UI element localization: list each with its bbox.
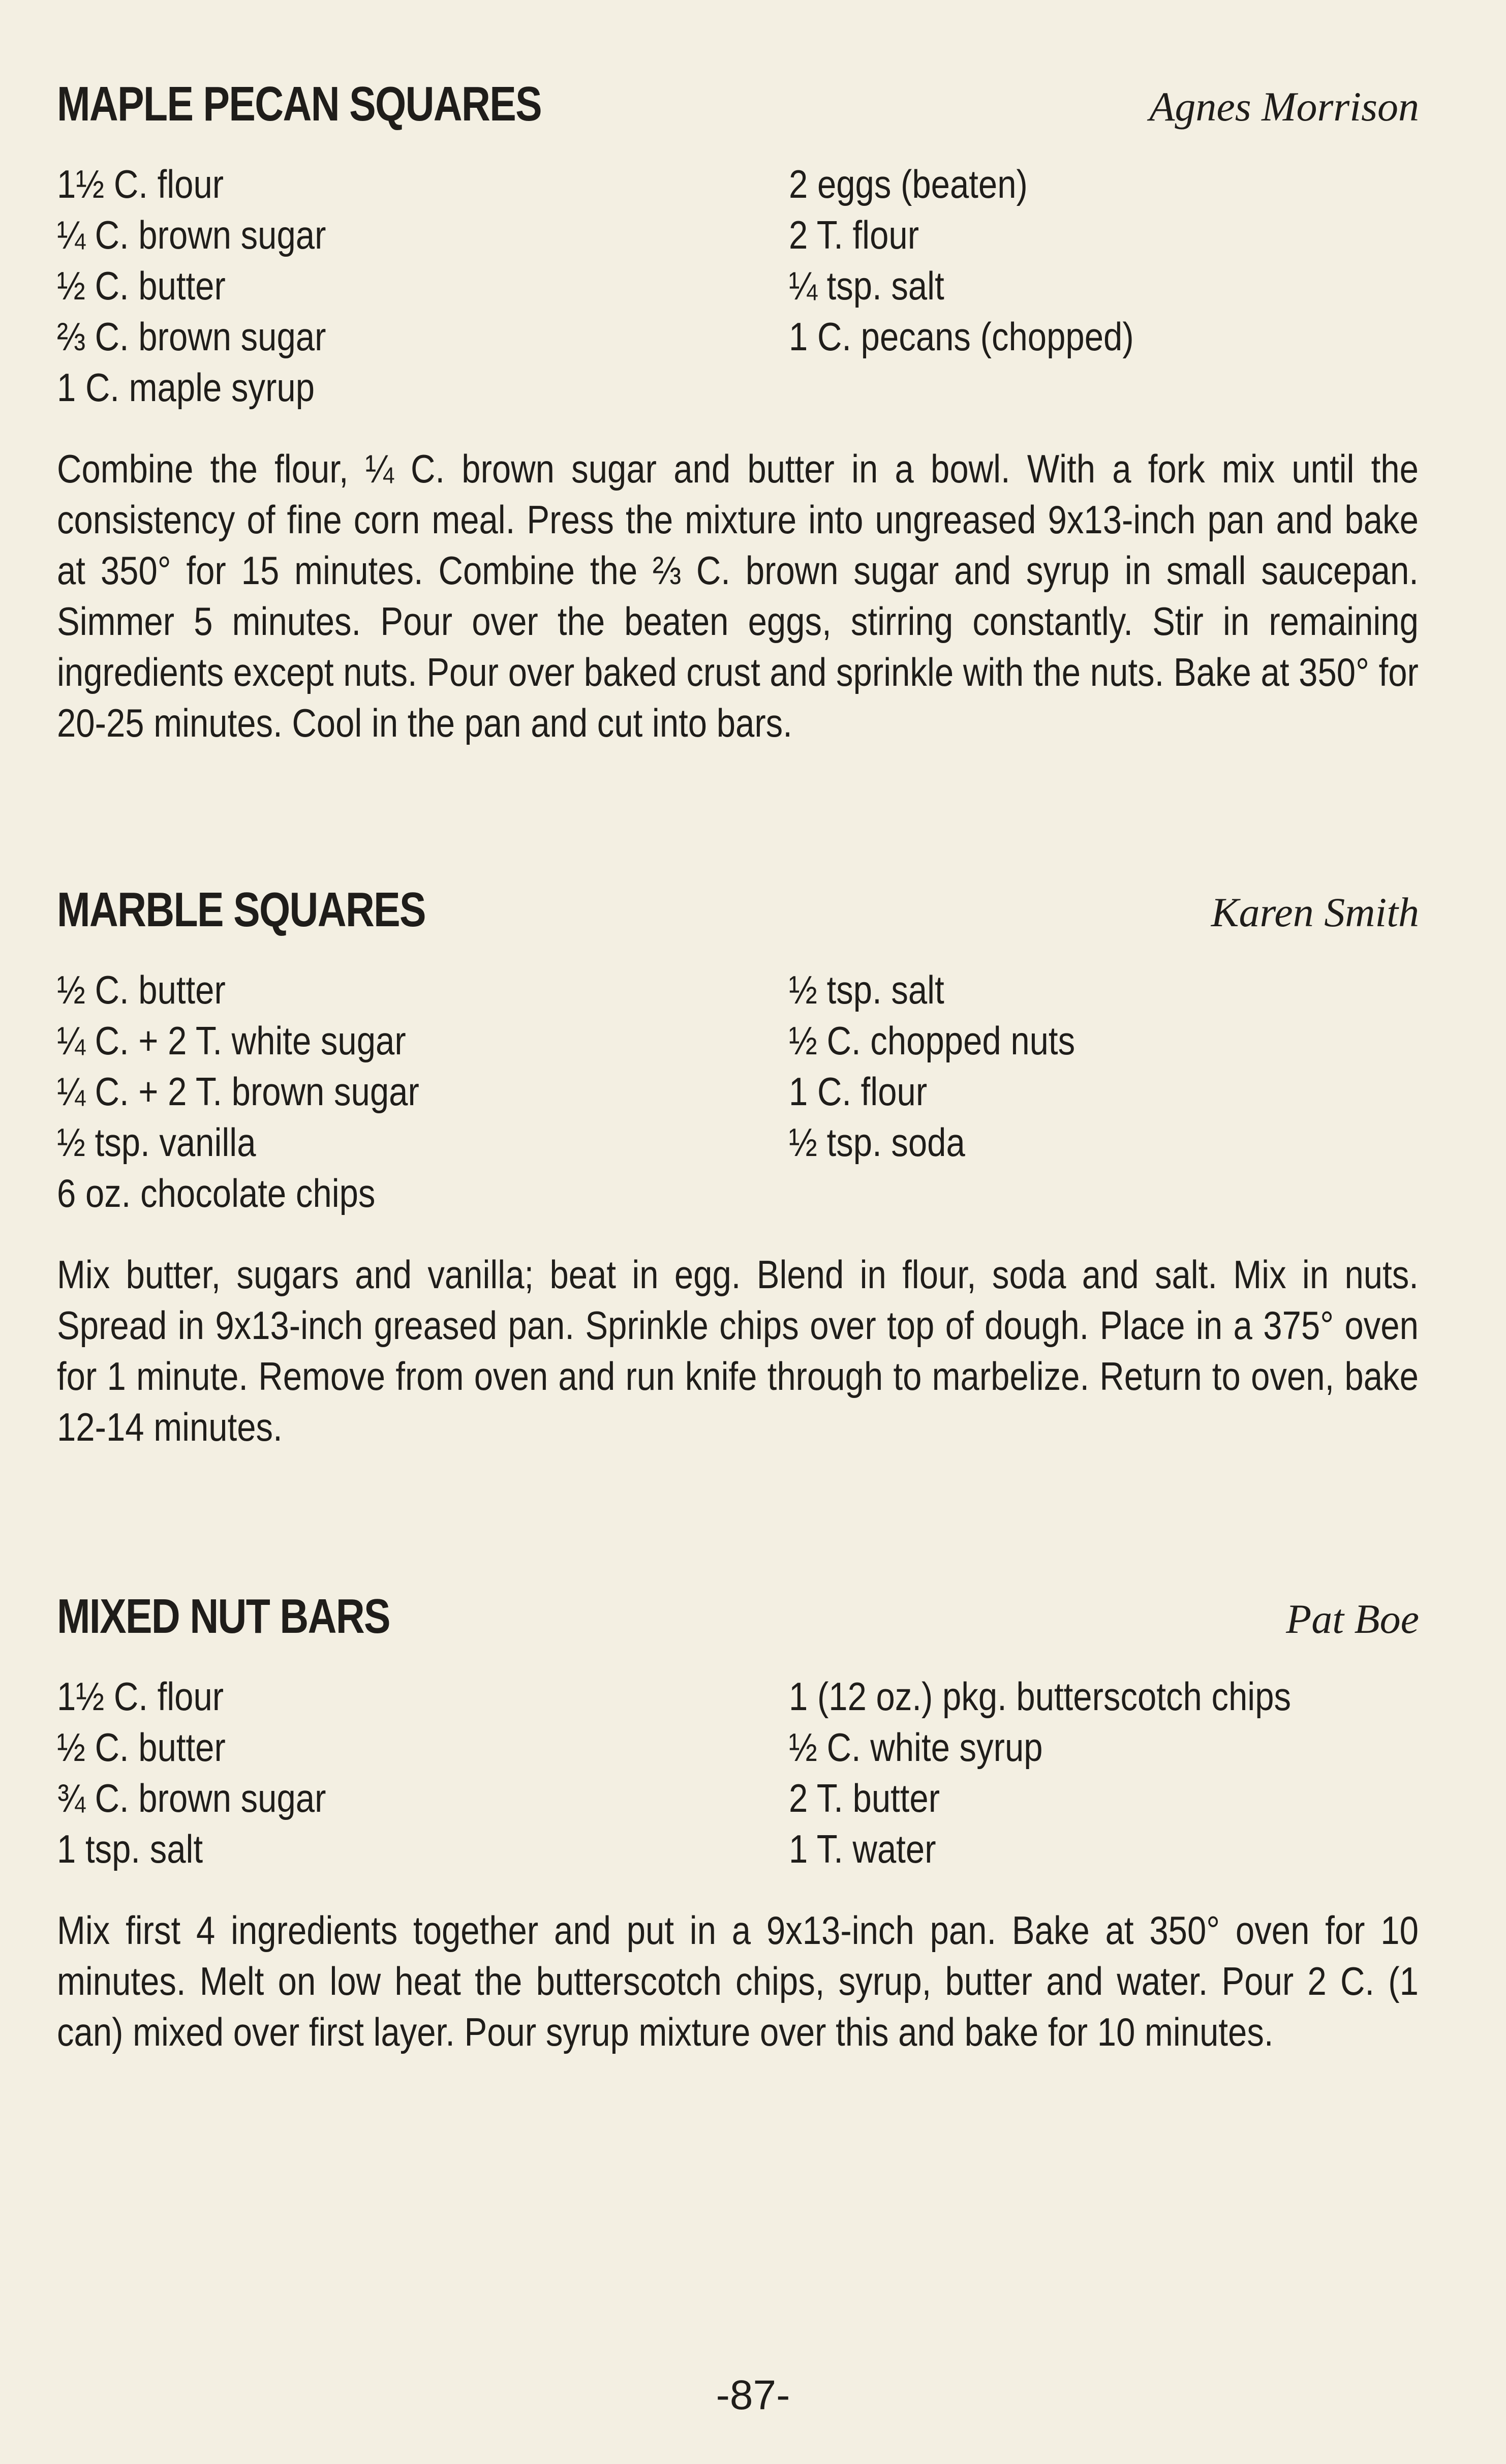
ingredient-item: ½ tsp. vanilla [57, 1120, 256, 1165]
ingredient-item: 1 T. water [789, 1827, 936, 1871]
recipe-header [57, 1589, 1419, 1645]
recipe-author: Pat Boe [1286, 1596, 1419, 1642]
ingredient-item: ½ C. white syrup [789, 1725, 1043, 1770]
ingredient-column-left [57, 964, 789, 1219]
ingredient-item: ½ C. butter [57, 967, 226, 1012]
ingredient-list [57, 159, 1419, 413]
ingredient-item: 2 eggs (beaten) [789, 162, 1028, 206]
ingredient-item: ⅔ C. brown sugar [57, 314, 326, 359]
ingredient-item: 1 C. flour [789, 1069, 928, 1114]
ingredient-item: ½ tsp. soda [789, 1120, 965, 1165]
ingredient-item: 1½ C. flour [57, 162, 224, 206]
ingredient-item: ¼ tsp. salt [789, 263, 944, 308]
ingredient-item: 2 T. butter [789, 1776, 940, 1820]
ingredient-item: ½ C. chopped nuts [789, 1018, 1075, 1063]
recipe-mixed-nut-bars [57, 1589, 1419, 2057]
ingredient-column-right [789, 964, 1419, 1219]
ingredient-column-right [789, 1671, 1419, 1874]
ingredient-list [57, 1671, 1419, 1874]
recipe-marble-squares [57, 882, 1419, 1452]
ingredient-item: 2 T. flour [789, 212, 919, 257]
recipe-directions: Mix first 4 ingredients together and put in a 9x13-inch pan. Bake at 350° oven for 10 minutes. Melt on low heat the butterscotch chips, syrup, butter and water. Pour 2 C. (1 can) mixed over first layer. Pour syrup mixture over this and bake for 10 minutes. [57, 1908, 1419, 2054]
recipe-author: Agnes Morrison [1149, 83, 1419, 130]
ingredient-item: ½ C. butter [57, 1725, 226, 1770]
recipe-directions: Mix butter, sugars and vanilla; beat in egg. Blend in flour, soda and salt. Mix in nuts. Spread in 9x13-inch greased pan. Sprinkle chips over top of dough. Place in a 375° oven for 1 minute. Remove from oven and run knife through to marbelize. Return to oven, bake 12-14 minutes. [57, 1252, 1419, 1449]
recipe-title: MARBLE SQUARES [57, 883, 425, 937]
recipe-title: MAPLE PECAN SQUARES [57, 77, 541, 131]
ingredient-item: 1 C. maple syrup [57, 365, 315, 410]
ingredient-item: ¼ C. + 2 T. white sugar [57, 1018, 406, 1063]
ingredient-item: ¾ C. brown sugar [57, 1776, 326, 1820]
recipe-title: MIXED NUT BARS [57, 1589, 390, 1644]
ingredient-column-left [57, 159, 789, 413]
recipe-header [57, 882, 1419, 938]
recipe-header [57, 76, 1419, 132]
ingredient-item: ¼ C. + 2 T. brown sugar [57, 1069, 419, 1114]
recipe-maple-pecan-squares [57, 76, 1419, 748]
ingredient-item: ½ tsp. salt [789, 967, 944, 1012]
ingredient-column-right [789, 159, 1419, 413]
ingredient-item: 1 (12 oz.) pkg. butterscotch chips [789, 1674, 1292, 1719]
ingredient-item: 1½ C. flour [57, 1674, 224, 1719]
ingredient-item: 1 C. pecans (chopped) [789, 314, 1134, 359]
ingredient-item: 1 tsp. salt [57, 1827, 203, 1871]
recipe-author: Karen Smith [1211, 889, 1419, 935]
ingredient-item: 6 oz. chocolate chips [57, 1171, 376, 1215]
page-number: -87- [716, 2372, 790, 2418]
recipe-directions: Combine the flour, ¼ C. brown sugar and butter in a bowl. With a fork mix until the consistency of fine corn meal. Press the mixture into ungreased 9x13-inch pan and bake at 350° for 15 minutes. Combine the ⅔ C. brown sugar and syrup in small saucepan. Simmer 5 minutes. Pour over the beaten eggs, stirring constantly. Stir in remaining ingredients except nuts. Pour over baked crust and sprinkle with the nuts. Bake at 350° for 20-25 minutes. Cool in the pan and cut into bars. [57, 446, 1419, 745]
ingredient-item: ½ C. butter [57, 263, 226, 308]
ingredient-list [57, 964, 1419, 1219]
ingredient-column-left [57, 1671, 789, 1874]
ingredient-item: ¼ C. brown sugar [57, 212, 326, 257]
